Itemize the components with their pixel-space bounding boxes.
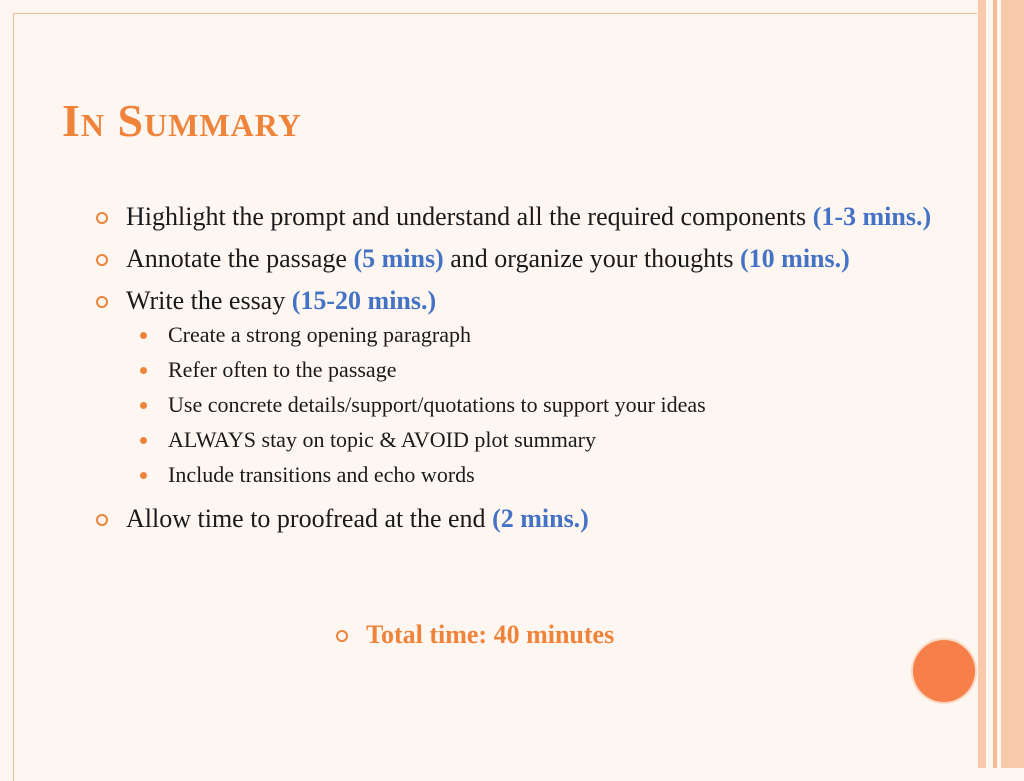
time-estimate: (10 mins.) — [740, 244, 850, 273]
total-time-text: Total time: 40 minutes — [366, 620, 615, 649]
time-estimate: (1-3 mins.) — [812, 202, 932, 231]
circle-bullet-icon — [96, 514, 108, 526]
dot-bullet-icon — [140, 437, 147, 444]
sub-item — [96, 425, 946, 455]
dot-bullet-icon — [140, 472, 147, 479]
bullet-list — [96, 200, 946, 544]
bullet-text: Allow time to proofread at the end — [126, 504, 493, 533]
sub-item — [96, 460, 946, 490]
decorative-circle — [913, 640, 975, 702]
circle-bullet-icon — [336, 630, 348, 642]
bullet-text: Annotate the passage — [126, 244, 354, 273]
dot-bullet-icon — [140, 402, 147, 409]
bullet-text: Highlight the prompt and understand all the required components — [126, 202, 813, 231]
bullet-text: Write the essay — [126, 286, 292, 315]
bullet-item-write — [96, 284, 946, 318]
circle-bullet-icon — [96, 296, 108, 308]
total-time — [336, 618, 614, 652]
time-estimate: (2 mins.) — [492, 504, 589, 533]
circle-bullet-icon — [96, 212, 108, 224]
dot-bullet-icon — [140, 332, 147, 339]
sub-item-text: Refer often to the passage — [168, 357, 397, 382]
decorative-stripe — [986, 0, 993, 768]
sub-item — [96, 355, 946, 385]
circle-bullet-icon — [96, 254, 108, 266]
bullet-item-proofread — [96, 502, 946, 536]
sub-item — [96, 390, 946, 420]
bullet-item-annotate — [96, 242, 946, 276]
time-estimate: (5 mins) — [353, 244, 444, 273]
sub-item-text: Use concrete details/support/quotations to support your ideas — [168, 392, 706, 417]
time-estimate: (15-20 mins.) — [291, 286, 437, 315]
bullet-item-highlight — [96, 200, 946, 234]
dot-bullet-icon — [140, 367, 147, 374]
sub-item-text: Create a strong opening paragraph — [168, 322, 471, 347]
bullet-text: and organize your thoughts — [443, 244, 741, 273]
slide-title: In Summary — [62, 95, 302, 146]
sub-item — [96, 320, 946, 350]
decorative-stripe — [1001, 0, 1024, 768]
sub-item-text: Include transitions and echo words — [168, 462, 475, 487]
sub-item-text: ALWAYS stay on topic & AVOID plot summary — [168, 427, 596, 452]
decorative-stripe — [978, 0, 986, 768]
